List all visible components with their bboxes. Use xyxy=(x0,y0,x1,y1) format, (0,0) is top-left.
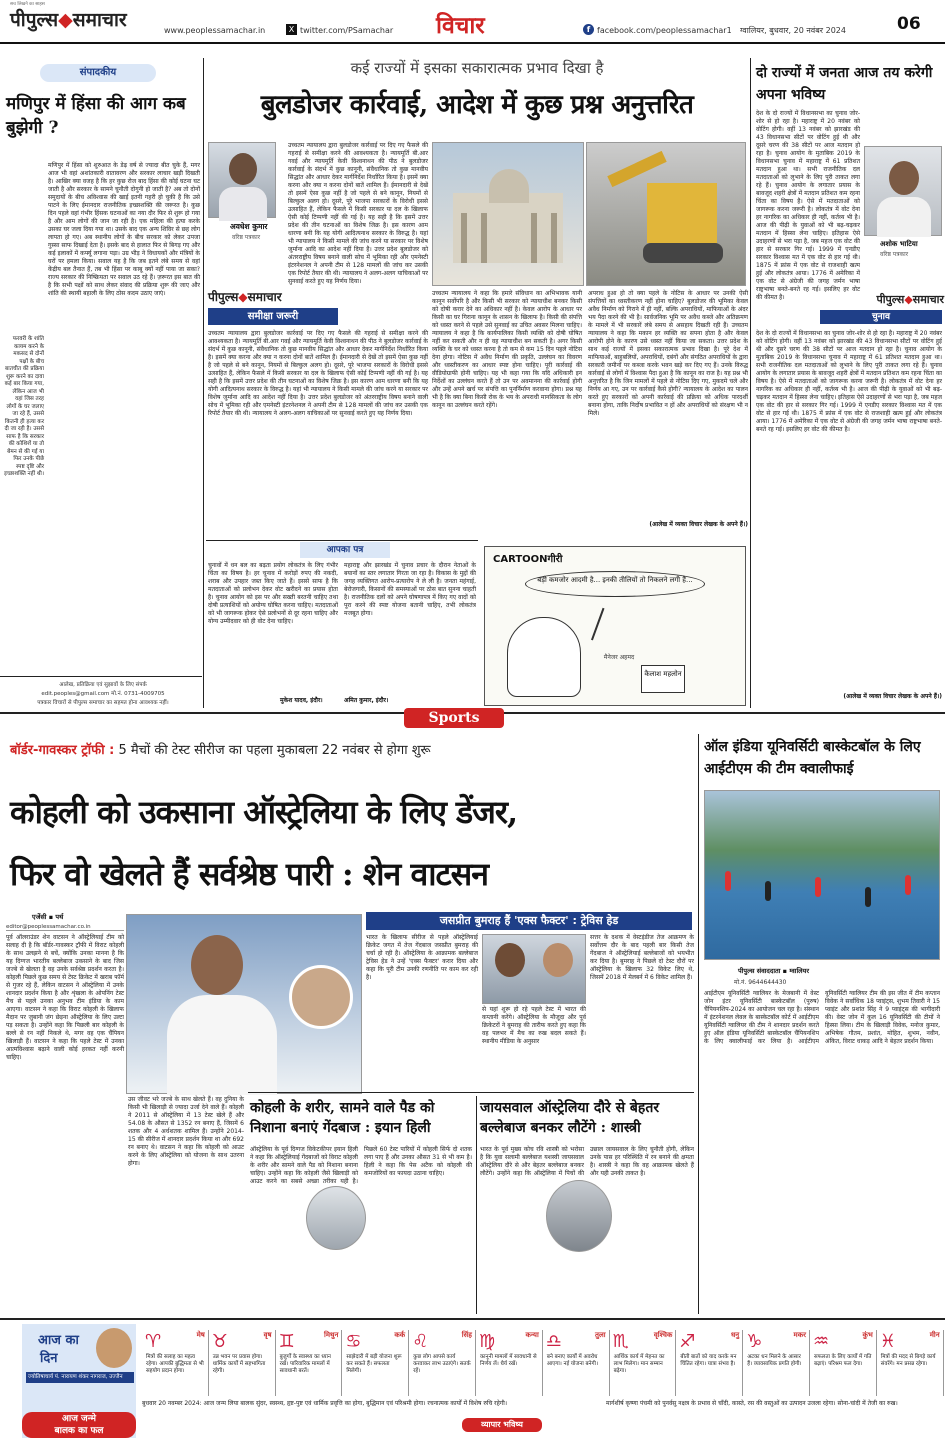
zodiac-sign xyxy=(676,1330,743,1396)
cartoon-man xyxy=(507,617,581,697)
lead-body-3b: अपराध हुआ हो तो क्या पहले के नोटिस के आधार पर उनकी ऐसी संपत्तियों का ध्वस्तीकरण नहीं होना चाहिए? बुलडोजर की भूमिका केवल अवैध निर्माण को गिराने में ही नहीं, बल्कि अपराधियों, माफियाओं के अंदर भय पैदा करने की भी है। सार्वजनिक भूमि पर अवैध कब्जे और अतिक्रमण के मामले में भी सरकारें लंबे समय से असहाय दिखती रही हैं। उच्चतम न्यायालय ने कहा कि मकान हर व्यक्ति का सपना होता है और केवल आरोपी होने के कारण उसे ध्वस्त नहीं किया जा सकता। उत्तर प्रदेश के साथ कई राज्यों में इसका सकारात्मक प्रभाव दिखा है। पूरे देश में माफियाओं, बाहुबलियों, अपराधियों, दबंगों और संगठित अपराधियों के द्वारा सरकारी जमीनों पर कब्जा करके भवन खड़े कर दिए गए हैं। उनके विरुद्ध कार्रवाई से लोगों में विश्वास पैदा हुआ है कि कानून का राज है। यह प्रश्न भी अनुत्तरित है कि जिन मामलों में पहले से नोटिस दिए गए, मुकदमे चले और निर्णय आ गए, उन पर कार्रवाई कैसे होगी? न्यायालय के आदेश का पालन करते हुए सरकारों को अपनी कार्रवाई की प्रक्रिया को अधिक पारदर्शी बनाना होगा, ताकि निर्दोष प्रभावित न हों और अपराधियों को संरक्षण भी न मिले। xyxy=(588,290,748,417)
zodiac-text: सफलता के लिए कार्यों में गति बढ़ाएं। परिश्रम फल देगा। xyxy=(814,1354,872,1367)
zodiac-text: अटका धन मिलने के आसार हैं। व्यावसायिक प्रगति होगी। xyxy=(747,1354,802,1367)
lead-headline: बुलडोजर कार्रवाई, आदेश में कुछ प्रश्न अनुत्तरित xyxy=(260,90,694,120)
website-link[interactable]: www.peoplessamachar.in xyxy=(164,26,266,35)
sports-kicker xyxy=(10,740,710,758)
right-author-photo xyxy=(864,146,942,236)
zodiac-name: सिंह xyxy=(461,1331,472,1339)
horoscope-title-2: दिन xyxy=(40,1351,58,1366)
basketball-title: ऑल इंडिया यूनिवर्सिटी बास्केटबॉल के लिए आईटीएम की टीम क्वालीफाई xyxy=(704,739,921,777)
zodiac-sign xyxy=(476,1330,543,1396)
right-title: दो राज्यों में जनता आज तय करेगी अपना भविष्य xyxy=(756,65,933,103)
zodiac-text: बीती बातों को याद करके मन चिंतित रहेगा। यात्रा संभव है। xyxy=(680,1354,737,1367)
lead-author: अवधेश कुमार xyxy=(230,222,268,231)
zodiac-text: बने बनाए कार्यों में अवरोध आएगा। नई योजना बनेगी। xyxy=(546,1354,598,1367)
zodiac-name: कन्या xyxy=(525,1331,539,1339)
cartoon-board: कैलाश महलोन xyxy=(641,665,685,693)
zodiac-sign xyxy=(743,1330,810,1396)
zodiac-symbol-icon: ♍ xyxy=(479,1331,496,1352)
letter-2: महाराष्ट्र और झारखंड में चुनाव प्रचार के दौरान नेताओं के बयानों का स्तर लगातार गिरता जा रहा है। विकास के मुद्दों की जगह व्यक्तिगत आरोप-प्रत्यारोप ने ले ली है। जनता महंगाई, बेरोजगारी, किसानों की समस्याओं पर ठोस बात सुनना चाहती है। राजनीतिक दलों को अपने घोषणापत्र में किए गए वादों को पूरा करने की स्पष्ट योजना बतानी चाहिए, तभी लोकतंत्र मजबूत होगा। xyxy=(344,562,476,617)
letter-2-signature: अमित कुमार, इंदौर। xyxy=(344,697,389,704)
sports-tag: Sports xyxy=(404,708,504,728)
shastri-photo xyxy=(546,1180,612,1252)
zodiac-symbol-icon: ♒ xyxy=(813,1331,830,1352)
lead-body-1: उच्चतम न्यायालय द्वारा बुलडोजर कार्रवाई पर दिए गए फैसले की गहराई से समीक्षा करने की आवश्यकता है। न्यायमूर्ति बी.आर गवई और न्यायमूर्ति केवी विश्वनाथन की पीठ ने बुलडोजर कार्रवाई के संदर्भ में कुछ कानूनी, संवैधानिक तो कुछ मानवीय सिद्धांत और आधार देकर मार्गनिर्देश निर्धारित किया है। इसमें क्या करना और क्या न करना दोनों बातें शामिल हैं। ईमानदारी से देखें तो इसमें ऐसा कुछ नहीं है जो पहले से बने कानून, नियमों से बिल्कुल अलग हो। दूसरे, पूरे भाजपा सरकारों के विरोधी इससे उत्साहित हैं, लेकिन फैसले में किसी सरकार या दल के खिलाफ ऐसी कोई टिप्पणी नहीं की गई है। यह सही है कि इसमें उत्तर प्रदेश की तीन घटनाओं का विशेष जिक्र है। इस कारण आम धारणा बनी कि यह योगी आदित्यनाथ सरकार के विरुद्ध है। यहां भी न्यायालय ने किसी मामले की जांच करने या सरकार पर विशेष जुर्माना आदि का आदेश नहीं दिया है। उत्तर प्रदेश बुलडोजर को अंतरराष्ट्रीय विषय बनाने वाली सोच में भूमिका रही और एमनेस्टी इंटरनेशनल ने अपनी टीम से 128 मामलों की जांच कर उसकी एक रिपोर्ट तैयार की थी। न्यायालय ने अलग-अलग याचिकाओं पर सुनवाई करते हुए यह निर्णय दिया। xyxy=(288,142,428,285)
sub2-title: कोहली के शरीर, सामने वाले पैड को निशाना बनाएं गेंदबाज : इयान हिली xyxy=(250,1100,435,1136)
section-title: विचार xyxy=(436,12,485,39)
healy-photo xyxy=(306,1186,366,1250)
zodiac-text: कानूनी मामलों में सावधानी से निर्णय लें। धैर्य रखें। xyxy=(480,1354,537,1367)
sub3-body: भारत के पूर्व मुख्य कोच रवि शास्त्री को भरोसा है कि युवा सलामी बल्लेबाज यशस्वी जायसवाल ऑस्ट्रेलिया दौरे से और बेहतर बल्लेबाज बनकर लौटेंगे। उन्होंने कहा कि ऑस्ट्रेलिया में पिचों की उछाल जायसवाल के लिए चुनौती होगी, लेकिन उनके पास हर परिस्थिति में रन बनाने की क्षमता है। शास्त्री ने कहा कि वह आक्रामक खेलते हैं और यही उनकी ताकत है। xyxy=(480,1146,694,1177)
letters-title: आपका पत्र xyxy=(300,542,390,558)
editorial-body: मणिपुर में हिंसा को शुरुआत के डेढ़ वर्ष से ज्यादा बीत चुके हैं, मगर आज भी वहां अशांतकारी वातावरण और सरकार लाचार खड़ी दिखती है। आखिर क्या वजह है कि हर कुछ रोज बाद हिंसा की कोई घटना घट जाती है और सरकार के सामने चुनौती दोगुनी हो जाती है? अब तो दोनों समुदायों के बीच अविश्वास की खाई इतनी गहरी हो चुकी है कि उसे पाटने के लिए ईमानदार राजनीतिक इच्छाशक्ति की जरूरत है। कुछ दिन पहले वहां गंभीर हिंसक घटनाओं का नया दौर फिर से शुरू हो गया है और आम लोगों की जान जा रही है। एक महिला की हत्या करके उसका घर जला दिया गया था। उसके बाद एक अन्य शिविर से छह लोग लापता हो गए। अब स्थानीय लोगों के बीच सरकार को लेकर उपजा गुस्सा साफ दिखाई देता है। इसके बाद से हालात फिर से बिगड़ गए और कई इलाकों में कर्फ्यू लगाना पड़ा। उग्र भीड़ ने विधायकों और मंत्रियों के घरों पर हमला किया। सवाल यह है कि जब इतने लंबे समय से वहां केंद्रीय बल तैनात हैं, तब भी हिंसा पर काबू क्यों नहीं पाया जा सका? राज्य सरकार की निष्क्रियता पर सवाल उठ रहे हैं। ज़रूरत इस बात की है कि सभी पक्षों को साथ लेकर संवाद की प्रक्रिया शुरू की जाए और शांति की स्थायी बहाली के लिए ठोस कदम उठाए जाएं। xyxy=(48,162,200,297)
sports-headline-2: फिर वो खेलते हैं सर्वश्रेष्ठ पारी : शेन वाटसन xyxy=(10,855,489,893)
zodiac-sign xyxy=(877,1330,944,1396)
sports-kicker-b: 5 मैचों की टेस्ट सीरीज का पहला मुकाबला 22 नवंबर से होगा शुरू xyxy=(118,743,431,758)
right-tag: चुनाव xyxy=(820,310,942,324)
horoscope-title-1: आज का xyxy=(38,1333,79,1348)
masthead xyxy=(0,0,945,44)
zodiac-symbol-icon: ♉ xyxy=(211,1331,228,1352)
editorial-footer-3: पत्रकार विचारों से पीपुल्स समाचार का सहमत होना आवश्यक नहीं। xyxy=(37,700,169,706)
lead-brand: पीपुल्स◆समाचार xyxy=(208,290,282,304)
zodiac-text: आर्थिक कार्य में मेहनत का लाभ मिलेगा। मान सम्मान बढ़ेगा। xyxy=(613,1354,665,1374)
zodiac-symbol-icon: ♊ xyxy=(278,1331,295,1352)
facebook-link[interactable]: facebook.com/peoplessamachar1 xyxy=(597,26,732,35)
masthead-logo-left: पीपुल्स xyxy=(10,9,59,31)
right-brand: पीपुल्स◆समाचार xyxy=(876,293,944,306)
zodiac-sign xyxy=(810,1330,877,1396)
zodiac-text: बुजुर्गों के स्वास्थ्य का ध्यान रखें। पारिवारिक मामलों में सावधानी बरतें। xyxy=(279,1354,331,1374)
lead-author-role: वरिष्ठ पत्रकार xyxy=(232,234,261,241)
birth-cta-1: आज जन्मे xyxy=(62,1414,96,1424)
bulldozer-photo xyxy=(586,142,746,286)
birth-cta-2: बालक का फल xyxy=(54,1426,104,1436)
facebook-icon: f xyxy=(583,24,594,35)
masthead-logo: पीपुल्स◆समाचार xyxy=(10,9,127,31)
bumrah-photo xyxy=(482,934,586,1004)
dateline: ग्वालियर, बुधवार, 20 नवंबर 2024 xyxy=(740,26,846,35)
zodiac-name: मकर xyxy=(793,1331,806,1339)
zodiac-name: मीन xyxy=(929,1331,940,1339)
zodiac-text: कुछ लोग आपसे कार्य करवाकर लाभ उठाएंगे। सतर्क रहें। xyxy=(413,1354,471,1374)
basketball-body: आईटीएम यूनिवर्सिटी ग्वालियर के मेजबानी में वेस्ट जोन इंटर यूनिवर्सिटी बास्केटबॉल (पुरुष) चैंपियनशिप-2024 का आयोजन चल रहा है। संस्थान में इंटरनेशनल लेवल के बास्केटबॉल कोर्ट में आईटीएम यूनिवर्सिटी ग्वालियर की टीम ने शानदार प्रदर्शन करते हुए ऑल इंडिया यूनिवर्सिटी बास्केटबॉल चैंपियनशिप के लिए क्वालीफाई कर लिया है। आईटीएम यूनिवर्सिटी ग्वालियर टीम की इस जीत में टीम कप्तान विवेक ने सर्वाधिक 18 प्वाइंट्स, शुभम तिवारी ने 15 प्वाइंट और प्रशांत सिंह ने 9 प्वाइंट्स की भागीदारी की। वेस्ट जोन में कुल 16 यूनिवर्सिटी की टीमों ने हिस्सा लिया। टीम के खिलाड़ी विवेक, मनोज कुमार, अभिषेक गौतम, प्रशांत, मोहित, शुभम, नवीन, अंकित, विराट धाकड़ आदि ने बेहतर प्रदर्शन किया। xyxy=(704,990,940,1045)
zodiac-symbol-icon: ♌ xyxy=(412,1331,429,1352)
right-end-note: (आलेख में व्यक्त विचार लेखक के अपने हैं।) xyxy=(843,693,942,700)
sports-email: editor@peoplessamachar.co.in xyxy=(6,924,124,931)
sub1-title: जसप्रीत बुमराह हैं 'एक्स फैक्टर' : ट्रेविस हेड xyxy=(366,912,692,930)
masthead-tagline: सच लिखने का साहस xyxy=(10,2,45,7)
supreme-court-photo xyxy=(432,142,584,286)
lead-brand-left: पीपुल्स xyxy=(208,290,239,304)
zodiac-sign xyxy=(209,1330,276,1396)
zodiac-sign xyxy=(409,1330,476,1396)
zodiac-text: मित्रों की सलाह का महत्व रहेगा। आपकी बुद्धिमता से भी सहयोग प्रदान होगा। xyxy=(146,1354,204,1374)
zodiac-name: तुला xyxy=(595,1331,606,1339)
right-brand-left: पीपुल्स xyxy=(876,293,905,306)
editorial-footer-1: आलेख, प्रतिक्रिया एवं सुझावों के लिए संपर्क xyxy=(59,682,147,688)
cartoon-sack: मैनेजर अहमद xyxy=(603,654,635,661)
zodiac-sign xyxy=(342,1330,409,1396)
twitter-icon: X xyxy=(286,24,297,35)
basketball-byline: पीपुल्स संवाददाता ▪ ग्वालियर xyxy=(738,967,809,975)
zodiac-symbol-icon: ♎ xyxy=(545,1331,562,1352)
zodiac-text: साझेदारी में बड़ी योजना शुरू कर सकते हैं। सफलता मिलेगी। xyxy=(346,1354,402,1374)
zodiac-name: धनु xyxy=(730,1331,740,1339)
author-photo xyxy=(208,142,276,218)
editorial-label: संपादकीय xyxy=(40,64,156,82)
zodiac-symbol-icon: ♈ xyxy=(145,1331,162,1352)
astrologer-name: ज्योतिषाचार्य पं. नारायण शंकर नागराज, उज्जैन xyxy=(26,1372,134,1383)
cartoon-panel xyxy=(484,546,746,706)
trade-text: मार्गशीर्ष कृष्णा पंचमी को पुनर्वसु नक्षत्र के प्रभाव से चाँदी, कास्ते, रस की वस्तुओं का उत्पादन उजला रहेगा। सोना-चांदी में तेजी का रुख। xyxy=(606,1400,898,1407)
zodiac-name: वृश्चिक xyxy=(653,1331,673,1339)
lead-brand-right: समाचार xyxy=(247,290,282,304)
editorial-title: मणिपुर में हिंसा की आग कब बुझेगी ? xyxy=(6,94,186,138)
zodiac-sign xyxy=(142,1330,209,1396)
zodiac-name: मेष xyxy=(196,1331,205,1339)
zodiac-name: मिथुन xyxy=(324,1331,339,1339)
zodiac-sign xyxy=(543,1330,610,1396)
birth-text: बुधवार 20 नवम्बर 2024: आज जन्म लिया बालक सुंदर, स्वस्थ्य, हृष्ट-पुष्ट एवं धार्मिक प्रवृत्ति का होगा, बुद्धिमान एवं परिश्रमी होगा। रचनात्मक कार्यों में विशेष रुचि रहेगी। xyxy=(142,1400,508,1407)
trade-label: व्यापार भविष्य xyxy=(462,1418,542,1432)
zodiac-name: कर्क xyxy=(394,1331,406,1339)
sports-kicker-a: बॉर्डर-गावस्कर ट्रॉफी : xyxy=(10,743,115,758)
sub1-col-a: भारत के खिलाफ सीरीज से पहले ऑस्ट्रेलियाई क्रिकेट जगत में तेज गेंदबाज जसप्रीत बुमराह की चर्चा हो रही है। ऑस्ट्रेलिया के आक्रामक बल्लेबाज ट्रेविस हेड ने उन्हें 'एक्स फैक्टर' करार दिया और कहा कि पूरी टीम उनकी रणनीति पर काम कर रही है। xyxy=(366,934,478,981)
birth-cta xyxy=(22,1412,136,1438)
zodiac-name: कुंभ xyxy=(862,1331,873,1339)
astrologer-photo xyxy=(96,1328,132,1368)
editorial-sidebar: फरवरी के शांति कायम करने के मकसद से दोनों पक्षों के बीच बातचीत की प्रक्रिया शुरू करने का दावा कई बार किया गया, लेकिन आज भी वहां जिस तरह लोगों के घर जलाए जा रहे हैं, उससे कितनी ही हत्या कर दी जा रही है। उससे साफ है कि सरकार की कोशिशें या तो बेमन से की गई या फिर उनके पीछे स्पष्ट दृष्टि और इच्छाशक्ति नहीं थी। xyxy=(4,336,44,477)
zodiac-name: वृष xyxy=(263,1331,272,1339)
basketball-photo xyxy=(704,790,940,960)
sub3-title: जायसवाल ऑस्ट्रेलिया दौरे से बेहतर बल्लेबाज बनकर लौटेंगे : शास्त्री xyxy=(480,1100,660,1136)
basketball-phone: मो.नं. 9644644430 xyxy=(734,979,787,986)
masthead-logo-right: समाचार xyxy=(72,9,127,31)
zodiac-symbol-icon: ♋ xyxy=(345,1331,362,1352)
lead-kicker: कई राज्यों में इसका सकारात्मक प्रभाव दिखा है xyxy=(350,59,604,77)
sports-story-2: उस जीवट भरे जज्बे के साथ खेलते हैं। वह दुनिया के किसी भी खिलाड़ी से ज्यादा उर्जा देने वाले हैं। कोहली ने 2011 से ऑस्ट्रेलिया में 13 टेस्ट खेले हैं और 54.08 के औसत से 1352 रन बनाए हैं, जिसमें 6 शतक और 4 अर्धशतक शामिल हैं। उन्होंने 2014-15 की सीरीज में शानदार प्रदर्शन किया था और 692 रन बनाए थे। वाटसन ने कहा कि कोहली को आउट करने के लिए ऑस्ट्रेलिया को योजना के साथ उतरना होगा। xyxy=(128,1096,244,1167)
lead-end-note: (आलेख में व्यक्त विचार लेखक के अपने हैं।) xyxy=(649,521,748,528)
zodiac-symbol-icon: ♑ xyxy=(746,1331,763,1352)
right-body-1: देश के दो राज्यों में विधानसभा का चुनाव जोर-शोर से हो रहा है। महाराष्ट्र में 20 नवंबर को वोटिंग होगी। वहीं 13 नवंबर को झारखंड की 43 विधानसभा सीटों पर वोटिंग हुई थी और दूसरे चरण की 38 सीटों पर आज मतदान हो रहा है। चुनाव आयोग के मुताबिक 2019 के विधानसभा चुनाव में महाराष्ट्र में 61 प्रतिशत मतदान हुआ था। सभी राजनीतिक दल मतदाताओं को लुभाने के लिए पूरी ताकत लगा रहे हैं। चुनाव आयोग के लगातार प्रयास के बावजूद शहरी क्षेत्रों में मतदान प्रतिशत कम रहना चिंता का विषय है। ऐसे में मतदाताओं को जागरूक करना जरूरी है। लोकतंत्र में वोट देना हर नागरिक का अधिकार ही नहीं, कर्तव्य भी है। आज की पीढ़ी के युवाओं को भी बढ़-चढ़कर मतदान में हिस्सा लेना चाहिए। इतिहास ऐसे उदाहरणों से भरा पड़ा है, जब महज एक वोट की हार से सरकार गिर गई। 1999 में एनडीए सरकार विश्वास मत में एक वोट से हार गई थी। 1875 में फ्रांस में एक वोट से राजशाही खत्म हुई और लोकतंत्र आया। 1776 में अमेरिका में एक वोट से अंग्रेजी की जगह जर्मन भाषा राष्ट्रभाषा बनते-बनते रह गई। इसलिए हर वोट की कीमत है। xyxy=(756,110,860,301)
kohli-photo xyxy=(126,914,362,1094)
twitter-link[interactable]: twitter.com/PSamachar xyxy=(300,26,394,35)
lead-body-2: उच्चतम न्यायालय ने कहा कि हमारे संविधान का अभिभावक यानी कानून सर्वोपरि है और किसी भी सरकार को न्यायाधीश बनकर किसी को दोषी करार देने का अधिकार नहीं है। केवल आरोप के आधार पर किसी का घर गिराना कानून के शासन के खिलाफ है। किसी की संपत्ति को ध्वस्त करने से पहले उसे सुनवाई का उचित अवसर मिलना चाहिए। न्यायालय ने कहा है कि कार्यपालिका किसी व्यक्ति को दोषी घोषित नहीं कर सकती और न ही वह न्यायाधीश बन सकती है। अगर किसी व्यक्ति के घर को ध्वस्त करना है तो कम से कम 15 दिन पहले नोटिस देना होगा। नोटिस में अवैध निर्माण की प्रकृति, उल्लंघन का विवरण और ध्वस्तीकरण का आधार स्पष्ट होना चाहिए। पूरी कार्रवाई की वीडियोग्राफी होनी चाहिए। यह भी कहा गया कि यदि अधिकारी इन निर्देशों का उल्लंघन करते हैं तो उन पर अवमानना की कार्रवाई होगी और उन्हें अपने खर्च पर संपत्ति का पुनर्निर्माण करवाना होगा। प्रश्न यह भी है कि क्या बिना किसी रोक के भय के अपराधी मानसिकता के लोग कानून का उल्लंघन करते रहेंगे। xyxy=(432,290,582,409)
lead-body-1b: उच्चतम न्यायालय द्वारा बुलडोजर कार्रवाई पर दिए गए फैसले की गहराई से समीक्षा करने की आवश्यकता है। न्यायमूर्ति बी.आर गवई और न्यायमूर्ति केवी विश्वनाथन की पीठ ने बुलडोजर कार्रवाई के संदर्भ में कुछ कानूनी, संवैधानिक तो कुछ मानवीय सिद्धांत और आधार देकर मार्गनिर्देश निर्धारित किया है। इसमें क्या करना और क्या न करना दोनों बातें शामिल हैं। ईमानदारी से देखें तो इसमें ऐसा कुछ नहीं है जो पहले से बने कानून, नियमों से बिल्कुल अलग हो। दूसरे, पूरे भाजपा सरकारों के विरोधी इससे उत्साहित हैं, लेकिन फैसले में किसी सरकार या दल के खिलाफ ऐसी कोई टिप्पणी नहीं की गई है। यह सही है कि इसमें उत्तर प्रदेश की तीन घटनाओं का विशेष जिक्र है। इस कारण आम धारणा बनी कि यह योगी आदित्यनाथ सरकार के विरुद्ध है। यहां भी न्यायालय ने किसी मामले की जांच करने या सरकार पर विशेष जुर्माना आदि का आदेश नहीं दिया है। उत्तर प्रदेश बुलडोजर को अंतरराष्ट्रीय विषय बनाने वाली सोच में भूमिका रही और एमनेस्टी इंटरनेशनल ने अपनी टीम से 128 मामलों की जांच कर उसकी एक रिपोर्ट तैयार की थी। न्यायालय ने अलग-अलग याचिकाओं पर सुनवाई करते हुए यह निर्णय दिया। xyxy=(208,330,428,417)
letter-1: चुनावों में धन बल का बढ़ता प्रयोग लोकतंत्र के लिए गंभीर चिंता का विषय है। हर चुनाव में करोड़ों रुपए की नकदी, शराब और उपहार जब्त किए जाते हैं। इससे साफ है कि मतदाताओं को प्रलोभन देकर वोट खरीदने का प्रयास होता है। चुनाव आयोग को इस पर और सख्ती बरतनी चाहिए तथा दोषी प्रत्याशियों को अयोग्य घोषित करना चाहिए। मतदाताओं को भी जागरूक होकर ऐसे प्रलोभनों से दूर रहना चाहिए और योग्य उम्मीदवार को ही वोट देना चाहिए। xyxy=(208,562,338,625)
right-brand-right: समाचार xyxy=(912,293,944,306)
zodiac-symbol-icon: ♓ xyxy=(879,1331,896,1352)
cartoon-label: CARTOONगीरी xyxy=(493,554,563,565)
sports-story: पूर्व ऑलराउंडर शेन वाटसन ने ऑस्ट्रेलियाई टीम को सलाह दी है कि बॉर्डर-गावस्कर ट्रॉफी में विराट कोहली के साथ उलझने से बचें, क्योंकि उनका मानना है कि यह दिग्गज भारतीय बल्लेबाज उकसाने के बाद जिस जज्बे से खेलता है वह उनके सर्वश्रेष्ठ प्रदर्शन करता है। कोहली पिछले कुछ समय से टेस्ट क्रिकेट में खराब फॉर्म से गुजर रहे हैं, लेकिन वाटसन ने ऑस्ट्रेलिया में उनके शानदार प्रदर्शन किया है और शृंखला के ओपनिंग टेस्ट मैच से पहले उनका अनुभव टीम इंडिया के काम आएगा। वाटसन ने कहा कि विराट कोहली के खिलाफ मैदान पर जुबानी जंग छेड़ना ऑस्ट्रेलिया के लिए उल्टा पड़ सकता है। उन्होंने कहा कि पिछली बार कोहली के बल्ले से रन नहीं निकले थे, मगर वह एक चैंपियन खिलाड़ी हैं। वाटसन ने कहा कि पहले टेस्ट में उनका आत्मविश्वास बढ़ाने वाली कोई हरकत नहीं करनी चाहिए। xyxy=(6,934,124,1061)
letter-1-signature: मुकेश यादव, इंदौर। xyxy=(280,697,323,704)
zodiac-symbol-icon: ♏ xyxy=(612,1331,629,1352)
right-body-2: देश के दो राज्यों में विधानसभा का चुनाव जोर-शोर से हो रहा है। महाराष्ट्र में 20 नवंबर को वोटिंग होगी। वहीं 13 नवंबर को झारखंड की 43 विधानसभा सीटों पर वोटिंग हुई थी और दूसरे चरण की 38 सीटों पर आज मतदान हो रहा है। चुनाव आयोग के मुताबिक 2019 के विधानसभा चुनाव में महाराष्ट्र में 61 प्रतिशत मतदान हुआ था। सभी राजनीतिक दल मतदाताओं को लुभाने के लिए पूरी ताकत लगा रहे हैं। चुनाव आयोग के लगातार प्रयास के बावजूद शहरी क्षेत्रों में मतदान प्रतिशत कम रहना चिंता का विषय है। ऐसे में मतदाताओं को जागरूक करना जरूरी है। लोकतंत्र में वोट देना हर नागरिक का अधिकार ही नहीं, कर्तव्य भी है। आज की पीढ़ी के युवाओं को भी बढ़-चढ़कर मतदान में हिस्सा लेना चाहिए। इतिहास ऐसे उदाहरणों से भरा पड़ा है, जब महज एक वोट की हार से सरकार गिर गई। 1999 में एनडीए सरकार विश्वास मत में एक वोट से हार गई थी। 1875 में फ्रांस में एक वोट से राजशाही खत्म हुई और लोकतंत्र आया। 1776 में अमेरिका में एक वोट से अंग्रेजी की जगह जर्मन भाषा राष्ट्रभाषा बनते-बनते रह गई। इसलिए हर वोट की कीमत है। xyxy=(756,330,942,433)
sports-headline-1: कोहली को उकसाना ऑस्ट्रेलिया के लिए डेंजर, xyxy=(10,793,518,831)
zodiac-sign xyxy=(276,1330,343,1396)
lead-tag: समीक्षा जरूरी xyxy=(208,308,338,325)
sub1-col-b: से यहां शुरू हो रहे पहले टेस्ट में भारत की कप्तानी करेंगे। ऑस्ट्रेलिया के मौजूदा और पूर्व क्रिकेटरों ने बुमराह की तारीफ करते हुए कहा कि वह पलभर में मैच का रुख बदल सकते हैं। स्थानीय मीडिया के अनुसार xyxy=(482,1006,586,1045)
zodiac-text: उन्न भवन पर प्रवास होगा। धार्मिक कार्यों में सहभागिता रहेगी। xyxy=(212,1354,266,1374)
sub2-body: ऑस्ट्रेलिया के पूर्व दिग्गज विकेटकीपर इयान हिली ने कहा कि ऑस्ट्रेलियाई गेंदबाजों को विराट कोहली के शरीर और सामने वाले पैड को निशाना बनाना चाहिए। उन्होंने कहा कि कोहली जैसे खिलाड़ी को आउट करने का सबसे अच्छा तरीका यही है। पिछले 60 टेस्ट पारियों में कोहली सिर्फ दो शतक लगा पाए हैं और उनका औसत 31 से भी कम है। हिली ने कहा कि पेस अटैक को कोहली की कमजोरियों का फायदा उठाना चाहिए। xyxy=(250,1146,472,1185)
right-author: अशोक भाटिया xyxy=(880,240,918,248)
sports-agency: एजेंसी ▪ पर्थ xyxy=(32,913,64,921)
right-author-role: वरिष्ठ पत्रकार xyxy=(880,251,909,258)
editorial-footer-2: edit.peoples@gmail.com मो.नं. 0731-4009705 xyxy=(41,691,165,697)
zodiac-symbol-icon: ♐ xyxy=(679,1331,696,1352)
zodiac-text: मित्रों की मदद से बिगड़े कार्य संवरेंगे। मन प्रसन्न रहेगा। xyxy=(880,1354,936,1367)
page-number: 06 xyxy=(897,14,921,34)
sub1-col-c: सत्तर के दशक में वेस्टइंडीज तेज आक्रमण के सर्वोत्तम दौर के बाद पहली बार किसी तेज गेंदबाज ने ऑस्ट्रेलियाई बल्लेबाजों को भयभीत कर दिया है। बुमराह ने पिछले दो टेस्ट दौरों पर ऑस्ट्रेलिया के खिलाफ 32 विकेट लिए थे, जिसमें 2018 में मेलबर्न में 6 विकेट शामिल हैं। xyxy=(590,934,694,981)
cartoon-bubble: बड़ी कमजोर आदमी है... इनकी तीलियों तो निकलने लगी है... xyxy=(525,571,705,597)
zodiac-sign xyxy=(610,1330,677,1396)
